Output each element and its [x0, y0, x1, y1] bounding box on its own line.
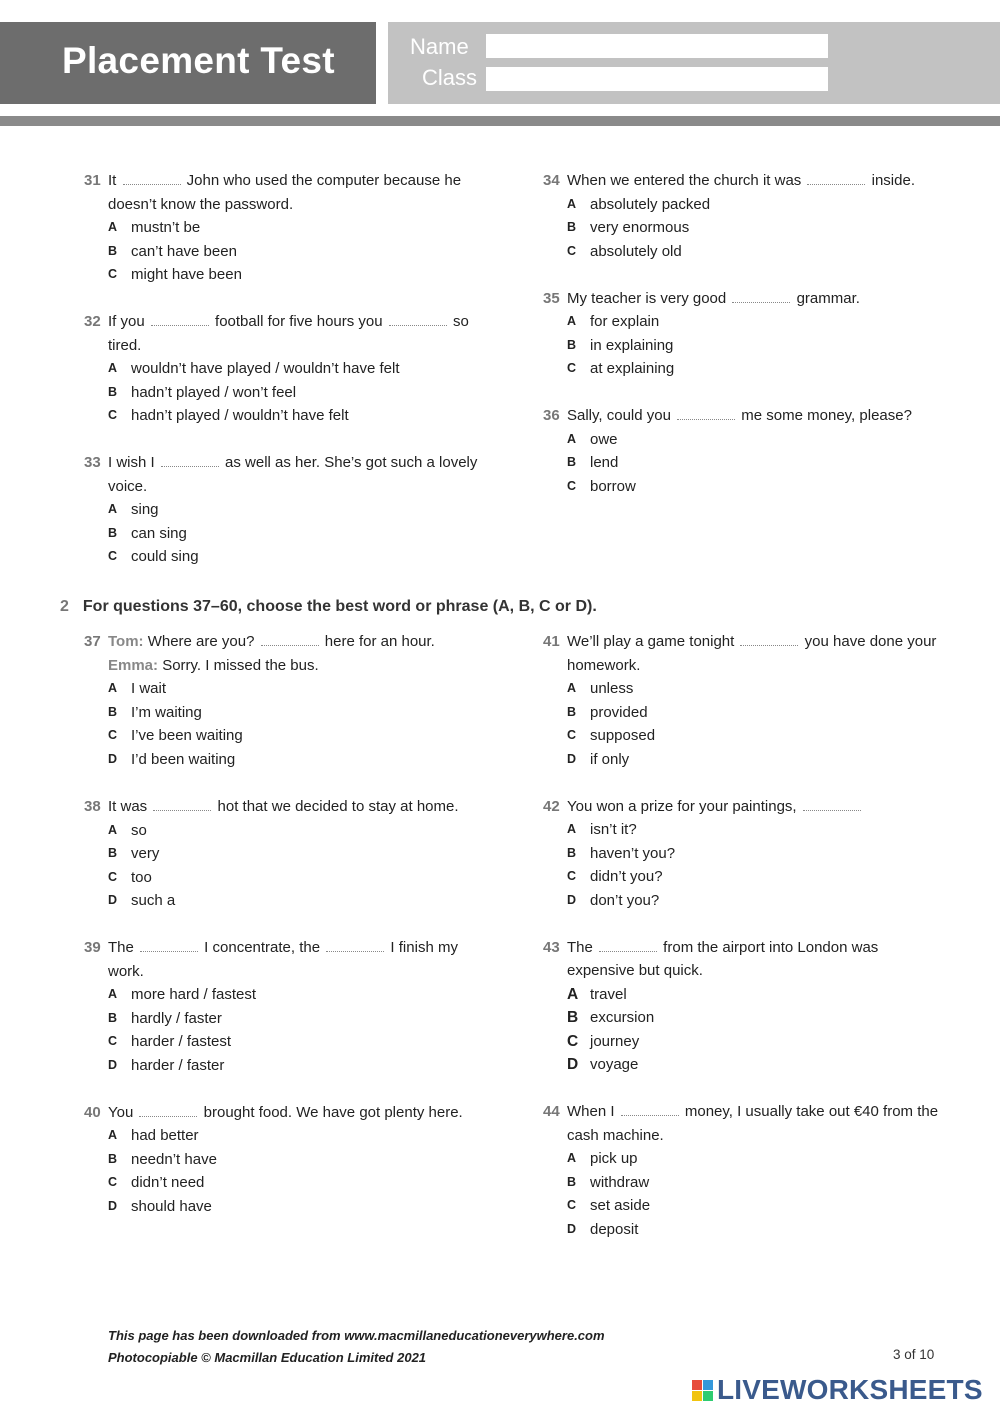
- option-b[interactable]: [543, 334, 943, 358]
- option-text: excursion: [590, 1009, 655, 1026]
- class-label: Class: [422, 65, 478, 90]
- option-letter: D: [108, 1198, 118, 1213]
- option-letter: C: [108, 549, 118, 563]
- questions-41-44: [543, 630, 943, 1241]
- question-stem: [84, 936, 484, 983]
- option-text: can’t have been: [131, 242, 237, 260]
- option-b[interactable]: [543, 451, 943, 475]
- option-letter: D: [567, 892, 577, 907]
- option-letter: A: [567, 196, 577, 211]
- option-letter: B: [567, 455, 577, 469]
- option-text: don’t you?: [590, 891, 660, 909]
- option-c[interactable]: [543, 865, 943, 889]
- option-letter: A: [108, 1128, 118, 1142]
- question-36: [543, 404, 943, 498]
- speaker-emma: Emma:: [108, 656, 159, 674]
- option-text: voyage: [590, 1056, 639, 1073]
- option-a[interactable]: [543, 310, 943, 334]
- answer-blank[interactable]: [261, 635, 319, 646]
- option-a[interactable]: [543, 1147, 943, 1171]
- option-text: withdraw: [590, 1173, 650, 1191]
- question-stem: [84, 451, 484, 498]
- liveworksheets-wordmark: LIVEWORKSHEETS: [717, 1374, 983, 1405]
- option-letter: C: [108, 267, 118, 281]
- option-text: supposed: [590, 727, 656, 744]
- question-stem: [543, 795, 943, 819]
- option-b[interactable]: [84, 842, 484, 866]
- option-text: such a: [131, 892, 176, 909]
- option-letter: C: [108, 1034, 118, 1048]
- question-text: If you: [108, 313, 149, 330]
- option-c[interactable]: [543, 1194, 943, 1218]
- option-text: journey: [590, 1032, 640, 1050]
- option-d[interactable]: [84, 1054, 484, 1078]
- option-letter: A: [108, 361, 118, 375]
- option-a[interactable]: [84, 677, 484, 701]
- option-text: wouldn’t have played / wouldn’t have felt: [131, 360, 400, 377]
- option-letter: A: [108, 220, 118, 234]
- question-40: [84, 1101, 484, 1219]
- option-letter: A: [108, 822, 118, 837]
- question-text: from the airport into London was expensive but quick.: [567, 938, 879, 979]
- question-number: 43: [543, 938, 560, 956]
- option-c[interactable]: [84, 1171, 484, 1195]
- answer-blank[interactable]: [621, 1105, 679, 1116]
- question-32: [84, 310, 484, 428]
- option-d[interactable]: [84, 889, 484, 913]
- question-42: [543, 795, 943, 913]
- option-letter: B: [108, 243, 118, 258]
- option-letter: D: [567, 751, 577, 766]
- header-divider: [0, 116, 1000, 126]
- option-text: haven’t you?: [590, 844, 676, 862]
- option-letter: B: [108, 704, 118, 719]
- option-letter: B: [108, 525, 118, 540]
- question-text: hot that we decided to stay at home.: [213, 798, 459, 815]
- option-letter: C: [567, 869, 577, 883]
- option-c[interactable]: [543, 475, 943, 499]
- answer-blank[interactable]: [740, 635, 798, 646]
- option-d[interactable]: [543, 889, 943, 913]
- option-letter: C: [108, 1175, 118, 1189]
- option-letter: B: [567, 1174, 577, 1189]
- option-letter: B: [108, 846, 118, 860]
- question-text: as well as her. She’s got such a lovely voice.: [108, 454, 478, 495]
- answer-blank[interactable]: [153, 800, 211, 811]
- question-text: football for five hours you: [210, 313, 387, 330]
- option-text: deposit: [590, 1220, 639, 1238]
- option-text: more hard / fastest: [131, 986, 257, 1003]
- question-text: Sally, could you: [567, 407, 676, 424]
- option-text: very enormous: [590, 219, 690, 236]
- option-letter: A: [567, 822, 577, 836]
- option-letter: B: [567, 704, 577, 719]
- option-text: absolutely packed: [590, 195, 711, 213]
- option-text: can sing: [131, 524, 187, 542]
- question-text: The: [567, 938, 598, 956]
- question-34: [543, 169, 943, 263]
- option-letter: D: [108, 1057, 118, 1072]
- liveworksheets-logo-icon: [692, 1380, 713, 1401]
- option-a[interactable]: [84, 819, 484, 843]
- speaker-tom: Tom:: [108, 633, 144, 650]
- option-letter: A: [567, 1151, 577, 1165]
- option-b[interactable]: [84, 381, 484, 405]
- question-37: [84, 630, 484, 771]
- option-letter: C: [567, 243, 577, 258]
- question-text: The: [108, 939, 139, 956]
- option-letter: A: [567, 681, 577, 695]
- option-text: travel: [590, 985, 627, 1003]
- option-letter: D: [108, 751, 118, 766]
- option-b[interactable]: [84, 522, 484, 546]
- question-31: [84, 169, 484, 287]
- section-number: 2: [60, 598, 69, 615]
- class-field[interactable]: [486, 67, 828, 91]
- question-43: [543, 936, 943, 1077]
- option-d[interactable]: [84, 748, 484, 772]
- section-2-instruction: [60, 598, 597, 616]
- option-text: might have been: [131, 266, 242, 283]
- question-number: 39: [84, 939, 101, 956]
- option-text: needn’t have: [131, 1150, 217, 1168]
- question-number: 36: [543, 407, 560, 424]
- option-text: borrow: [590, 477, 636, 495]
- option-text: isn’t it?: [590, 821, 637, 838]
- option-letter: D: [567, 1221, 577, 1236]
- option-a[interactable]: [84, 498, 484, 522]
- questions-34-36: [543, 169, 943, 498]
- logo-square: [692, 1391, 702, 1401]
- question-number: 35: [543, 289, 560, 307]
- logo-square: [692, 1380, 702, 1390]
- question-number: 44: [543, 1103, 560, 1120]
- option-letter: A: [108, 987, 118, 1001]
- answer-blank[interactable]: [123, 174, 181, 185]
- option-letter: B: [567, 220, 577, 234]
- question-35: [543, 287, 943, 381]
- question-stem: [84, 169, 484, 216]
- name-field[interactable]: [486, 34, 828, 58]
- question-stem: [543, 630, 943, 677]
- question-text: When I: [567, 1103, 619, 1120]
- option-text: didn’t you?: [590, 868, 663, 885]
- question-stem: [543, 287, 943, 311]
- option-b[interactable]: [543, 701, 943, 725]
- answer-blank[interactable]: [326, 941, 384, 952]
- answer-blank[interactable]: [151, 315, 209, 326]
- section-text: For questions 37–60, choose the best word or phrase (A, B, C or D).: [82, 598, 597, 615]
- option-text: sing: [131, 501, 159, 518]
- option-text: harder / fastest: [131, 1033, 232, 1050]
- answer-blank[interactable]: [140, 941, 198, 952]
- answer-blank[interactable]: [139, 1106, 197, 1117]
- liveworksheets-brand: [692, 1374, 983, 1406]
- option-letter: C: [567, 1198, 577, 1212]
- question-text: It was: [108, 798, 152, 815]
- question-text: I concentrate, the: [200, 939, 325, 956]
- option-text: could sing: [131, 548, 199, 565]
- question-text: grammar.: [792, 289, 860, 307]
- questions-38-40: [84, 795, 484, 1218]
- footer-copyright: Photocopiable © Macmillan Education Limited 2021: [108, 1350, 427, 1365]
- option-text: should have: [131, 1197, 212, 1215]
- option-a[interactable]: [84, 1124, 484, 1148]
- option-letter: A: [108, 681, 118, 695]
- option-c[interactable]: [543, 240, 943, 264]
- option-text: very: [131, 845, 160, 862]
- question-41: [543, 630, 943, 771]
- question-stem: [84, 310, 484, 357]
- option-text: provided: [590, 703, 648, 721]
- question-text: My teacher is very good: [567, 289, 731, 307]
- option-d[interactable]: [84, 1195, 484, 1219]
- option-letter: C: [567, 1032, 579, 1050]
- option-d[interactable]: [543, 748, 943, 772]
- option-letter: C: [567, 361, 577, 375]
- question-number: 42: [543, 797, 560, 815]
- name-label: Name: [410, 34, 469, 59]
- option-letter: B: [108, 1010, 118, 1025]
- option-text: had better: [131, 1127, 199, 1144]
- answer-blank[interactable]: [599, 941, 657, 952]
- logo-square: [703, 1391, 713, 1401]
- option-text: so: [131, 821, 147, 839]
- option-b[interactable]: [84, 1007, 484, 1031]
- question-text: me some money, please?: [737, 407, 912, 424]
- dialogue-line-1b: here for an hour.: [320, 633, 435, 650]
- option-text: set aside: [590, 1197, 651, 1214]
- question-text: you have done your homework.: [567, 633, 937, 674]
- option-c[interactable]: [84, 545, 484, 569]
- question-stem: [543, 169, 943, 193]
- question-number: 40: [84, 1103, 101, 1121]
- option-text: for explain: [590, 313, 660, 330]
- option-c[interactable]: [84, 1030, 484, 1054]
- answer-blank[interactable]: [389, 315, 447, 326]
- question-text: so tired.: [108, 313, 469, 354]
- option-a[interactable]: [543, 983, 943, 1007]
- option-a[interactable]: [543, 193, 943, 217]
- option-letter: B: [567, 845, 577, 860]
- option-a[interactable]: [543, 428, 943, 452]
- option-text: I wait: [131, 680, 167, 697]
- option-b[interactable]: [84, 240, 484, 264]
- question-number: 41: [543, 633, 560, 650]
- option-letter: B: [108, 1151, 118, 1166]
- answer-blank[interactable]: [732, 292, 790, 303]
- option-a[interactable]: [84, 216, 484, 240]
- question-stem: [543, 936, 943, 983]
- footer-download-note: This page has been downloaded from www.macmillaneducationeverywhere.com: [108, 1328, 605, 1343]
- option-c[interactable]: [84, 404, 484, 428]
- option-text: harder / faster: [131, 1056, 225, 1074]
- option-text: I’ve been waiting: [131, 727, 243, 744]
- question-39: [84, 936, 484, 1077]
- dialogue-line-1a: Where are you?: [143, 633, 259, 650]
- question-text: inside.: [867, 172, 915, 189]
- option-letter: A: [567, 431, 577, 446]
- option-a[interactable]: [543, 818, 943, 842]
- answer-blank[interactable]: [161, 456, 219, 467]
- option-b[interactable]: [543, 216, 943, 240]
- option-letter: C: [108, 869, 118, 884]
- option-letter: A: [567, 314, 577, 328]
- question-number: 34: [543, 172, 560, 189]
- question-stem: [84, 795, 484, 819]
- option-letter: C: [108, 728, 118, 742]
- option-letter: C: [567, 728, 577, 742]
- option-b[interactable]: [543, 1006, 943, 1030]
- page-title: Placement Test: [62, 40, 335, 81]
- option-b[interactable]: [84, 1148, 484, 1172]
- option-letter: B: [567, 337, 577, 352]
- option-letter: D: [108, 893, 118, 907]
- option-c[interactable]: [543, 1030, 943, 1054]
- logo-square: [703, 1380, 713, 1390]
- option-c[interactable]: [84, 263, 484, 287]
- option-text: hardly / faster: [131, 1009, 222, 1027]
- question-text: brought food. We have got plenty here.: [199, 1103, 463, 1121]
- option-c[interactable]: [84, 724, 484, 748]
- questions-31-33: [84, 169, 484, 569]
- question-text: You: [108, 1103, 138, 1121]
- option-letter: A: [108, 502, 118, 516]
- question-33: [84, 451, 484, 569]
- option-letter: B: [108, 384, 118, 399]
- option-text: hadn’t played / wouldn’t have felt: [131, 407, 349, 424]
- option-text: I’d been waiting: [131, 750, 236, 768]
- option-text: pick up: [590, 1150, 638, 1167]
- question-stem: [543, 404, 943, 428]
- question-stem: [84, 630, 484, 677]
- question-number: 33: [84, 454, 101, 471]
- option-letter: C: [567, 478, 577, 493]
- question-number: 31: [84, 172, 101, 189]
- option-d[interactable]: [543, 1053, 943, 1077]
- option-b[interactable]: [543, 1171, 943, 1195]
- option-d[interactable]: [543, 1218, 943, 1242]
- option-letter: B: [567, 1009, 579, 1026]
- question-44: [543, 1100, 943, 1241]
- option-c[interactable]: [84, 866, 484, 890]
- option-text: lend: [590, 454, 619, 471]
- option-text: didn’t need: [131, 1174, 205, 1191]
- option-a[interactable]: [84, 983, 484, 1007]
- option-letter: D: [567, 1056, 579, 1073]
- question-text: It: [108, 172, 121, 189]
- option-text: in explaining: [590, 336, 674, 354]
- option-text: hadn’t played / won’t feel: [131, 383, 297, 401]
- option-a[interactable]: [543, 677, 943, 701]
- option-text: absolutely old: [590, 242, 682, 260]
- option-text: at explaining: [590, 360, 675, 377]
- option-text: I’m waiting: [131, 703, 202, 721]
- option-b[interactable]: [84, 701, 484, 725]
- option-letter: C: [108, 408, 118, 422]
- question-number: 37: [84, 633, 101, 650]
- option-text: if only: [590, 750, 630, 768]
- option-text: mustn’t be: [131, 219, 201, 236]
- answer-blank[interactable]: [677, 409, 735, 420]
- option-a[interactable]: [84, 357, 484, 381]
- question-text: I finish my work.: [108, 939, 458, 980]
- option-text: owe: [590, 430, 618, 448]
- question-stem: [543, 1100, 943, 1147]
- dialogue-line-2: Sorry. I missed the bus.: [158, 656, 319, 674]
- question-text: You won a prize for your paintings,: [567, 797, 801, 815]
- answer-blank[interactable]: [807, 174, 865, 185]
- option-c[interactable]: [543, 357, 943, 381]
- question-number: 32: [84, 313, 101, 330]
- page-number: 3 of 10: [893, 1347, 935, 1362]
- question-text: I wish I: [108, 454, 159, 471]
- question-stem: [84, 1101, 484, 1125]
- option-letter: A: [567, 985, 579, 1003]
- question-text: money, I usually take out €40 from the cash machine.: [567, 1103, 939, 1144]
- question-text: John who used the computer because he doesn’t know the password.: [108, 172, 462, 213]
- question-text: When we entered the church it was: [567, 172, 806, 189]
- question-text: We’ll play a game tonight: [567, 633, 739, 650]
- answer-blank[interactable]: [803, 800, 861, 811]
- option-c[interactable]: [543, 724, 943, 748]
- option-text: too: [131, 868, 152, 886]
- option-b[interactable]: [543, 842, 943, 866]
- option-text: unless: [590, 680, 634, 697]
- question-38: [84, 795, 484, 913]
- question-number: 38: [84, 798, 101, 815]
